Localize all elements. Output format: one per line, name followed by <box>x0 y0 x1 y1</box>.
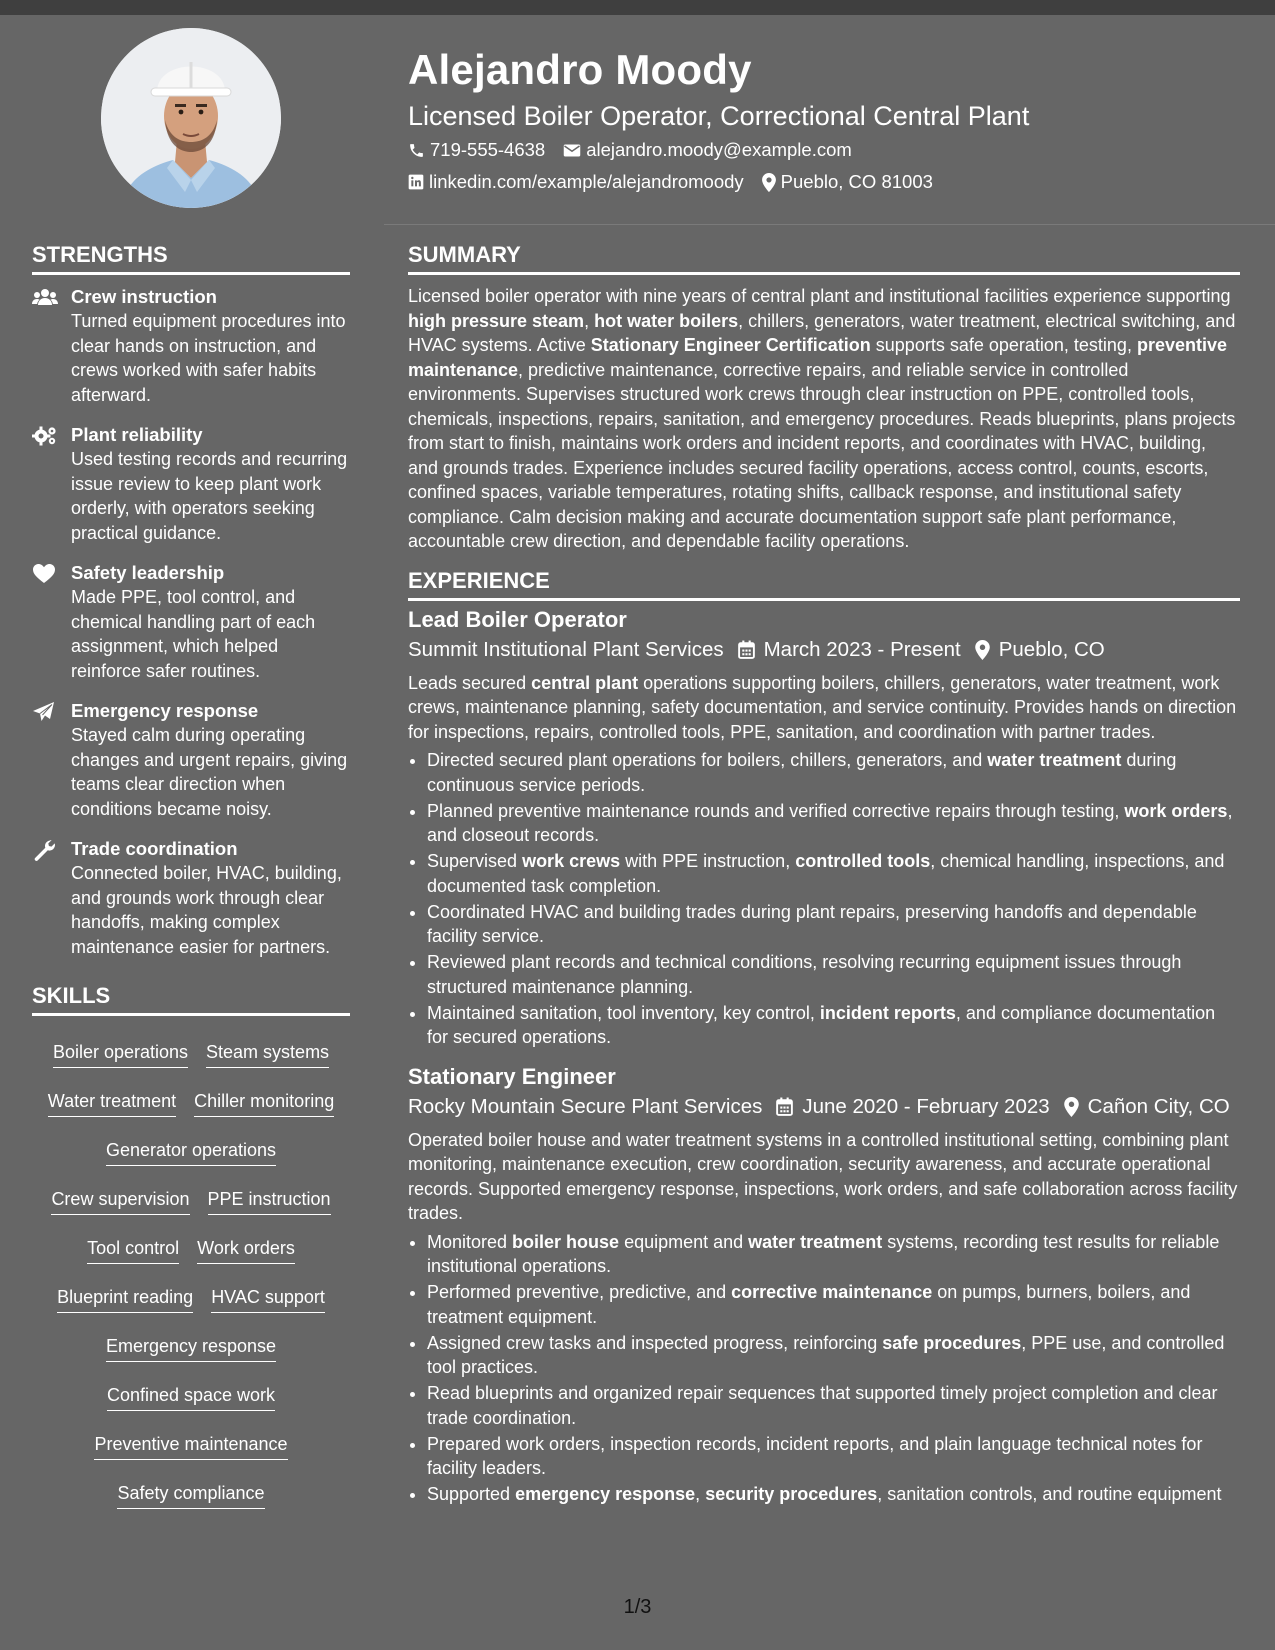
strength-title: Plant reliability <box>71 424 203 445</box>
experience-list <box>408 605 1240 1507</box>
text-run: Leads secured <box>408 672 532 693</box>
text-run: on pumps, burners, boilers, and treatment equipment. <box>427 1282 1191 1327</box>
job-location <box>1064 1092 1230 1122</box>
strength-item <box>32 699 350 821</box>
text-run: Supported <box>427 1484 516 1504</box>
job-location-text: Pueblo, CO <box>998 637 1105 661</box>
email-text: alejandro.moody@example.com <box>586 139 852 160</box>
job-company: Rocky Mountain Secure Plant Services <box>408 1094 763 1118</box>
job-bullets <box>408 1230 1240 1507</box>
text-run: Prepared work orders, inspection records, incident reports, and plain language technical notes for facility leaders. <box>427 1433 1203 1478</box>
header-divider <box>384 224 1275 225</box>
linkedin-contact[interactable] <box>408 166 744 198</box>
gears-icon <box>32 425 58 447</box>
bold-text: work orders <box>1124 800 1228 821</box>
strength-desc: Stayed calm during operating changes and urgent repairs, giving teams clear direction when conditions became noisy. <box>71 725 348 819</box>
bold-text: preventive maintenance <box>408 335 1227 380</box>
bold-text: safe procedures <box>882 1332 1022 1353</box>
calendar-icon <box>738 640 755 659</box>
text-run: with PPE instruction, <box>620 851 796 871</box>
job-entry <box>408 605 1240 1050</box>
bold-text: central plant <box>531 672 639 693</box>
map-pin-icon <box>1064 1097 1079 1117</box>
skill-tag: Steam systems <box>206 1040 329 1068</box>
calendar-icon <box>776 1097 793 1116</box>
strength-item <box>32 837 350 959</box>
bold-text: water treatment <box>748 1231 883 1252</box>
skill-tag: Work orders <box>197 1236 295 1264</box>
linkedin-text: linkedin.com/example/alejandromoody <box>429 171 744 192</box>
bold-text: Stationary Engineer Certification <box>590 335 871 355</box>
paper-plane-icon <box>32 701 58 723</box>
job-bullets <box>408 748 1240 1050</box>
job-bullet <box>427 1280 1240 1329</box>
job-entry <box>408 1062 1240 1507</box>
skill-tag: Boiler operations <box>53 1040 188 1068</box>
skill-tag: HVAC support <box>211 1285 325 1313</box>
bold-text: controlled tools <box>795 851 931 871</box>
skill-tag: Preventive maintenance <box>94 1432 287 1460</box>
contact-row-1 <box>408 134 1238 166</box>
skill-tag: PPE instruction <box>208 1187 331 1215</box>
heart-icon <box>32 563 58 585</box>
phone-contact[interactable] <box>408 134 545 166</box>
text-run: systems, recording test results for reliable institutional operations. <box>427 1231 1220 1276</box>
job-dates-text: March 2023 - Present <box>763 637 961 661</box>
text-run: , and closeout records. <box>427 800 1233 845</box>
text-run: Assigned crew tasks and inspected progress, reinforcing <box>427 1332 883 1353</box>
sidebar <box>32 240 350 1520</box>
wrench-icon <box>32 839 58 861</box>
job-bullet <box>427 1381 1240 1430</box>
strength-item <box>32 423 350 545</box>
map-pin-icon <box>975 640 990 660</box>
job-location <box>975 635 1105 665</box>
bold-text: boiler house <box>512 1231 620 1252</box>
location-contact <box>762 166 933 198</box>
text-run: , sanitation controls, and routine equipment <box>877 1484 1222 1504</box>
bold-text: water treatment <box>987 750 1122 770</box>
job-bullet <box>427 900 1240 949</box>
text-run: equipment and <box>619 1231 749 1252</box>
job-location-text: Cañon City, CO <box>1087 1094 1230 1118</box>
text-run: supports safe operation, testing, <box>870 335 1137 355</box>
text-run: Read blueprints and organized repair sequences that supported timely project completion and clear trade coordination. <box>427 1383 1218 1428</box>
strength-desc: Turned equipment procedures into clear hands on instruction, and crews worked with safer habits afterward. <box>71 311 346 405</box>
candidate-title: Licensed Boiler Operator, Correctional Central Plant <box>408 101 1030 131</box>
strength-item <box>32 561 350 683</box>
text-run: Monitored <box>427 1231 513 1252</box>
text-run: , and compliance documentation for secured operations. <box>427 1002 1216 1047</box>
map-pin-icon <box>762 173 776 192</box>
text-run: Reviewed plant records and technical conditions, resolving recurring equipment issues through structured maintenance planning. <box>427 952 1182 997</box>
strength-title: Emergency response <box>71 700 259 721</box>
text-run: Supervised <box>427 851 523 871</box>
contact-row-2 <box>408 166 1238 198</box>
job-role: Lead Boiler Operator <box>408 606 627 632</box>
skill-tag: Confined space work <box>107 1383 275 1411</box>
text-run: operations supporting boilers, chillers, generators, water treatment, work crews, maintenance planning, safety documentation, and service continuity. Provides hands on direction for inspections, repairs, controlled tools, PPE, sanitation, and coordination with partner trades. <box>408 672 1237 742</box>
candidate-name: Alejandro Moody <box>408 46 752 93</box>
job-company: Summit Institutional Plant Services <box>408 637 724 661</box>
experience-heading: EXPERIENCE <box>408 566 1240 601</box>
text-run: Operated boiler house and water treatment systems in a controlled institutional setting, combining plant monitoring, maintenance execution, crew coordination, security awareness, and accurate operational records. Supported emergency response, inspections, work orders, and safe collaboration across facility trades. <box>408 1129 1238 1223</box>
text-run: Licensed boiler operator with nine years of central plant and institutional facilities experience supporting <box>408 286 1231 306</box>
phone-text: 719-555-4638 <box>430 139 546 160</box>
email-contact[interactable] <box>563 134 852 166</box>
bold-text: hot water boilers <box>594 310 739 331</box>
text-run: , chillers, generators, water treatment, electrical switching, and HVAC systems. Active <box>408 310 1236 355</box>
skills-heading: SKILLS <box>32 981 350 1016</box>
text-run: Performed preventive, predictive, and <box>427 1282 732 1302</box>
job-bullet <box>427 1001 1240 1050</box>
job-description <box>408 1128 1240 1226</box>
job-role: Stationary Engineer <box>408 1063 616 1089</box>
phone-icon <box>408 142 425 159</box>
text-run: Planned preventive maintenance rounds and verified corrective repairs through testing, <box>427 800 1125 821</box>
job-description <box>408 671 1240 745</box>
profile-photo <box>101 28 281 208</box>
job-dates-text: June 2020 - February 2023 <box>802 1094 1050 1118</box>
resume-header <box>408 42 1238 198</box>
job-bullet <box>427 849 1240 898</box>
skill-tag: Tool control <box>87 1236 179 1264</box>
bold-text: incident reports <box>819 1002 956 1023</box>
skill-tag: Water treatment <box>48 1089 176 1117</box>
text-run: , chemical handling, inspections, and documented task completion. <box>427 851 1225 896</box>
text-run: Maintained sanitation, tool inventory, key control, <box>427 1002 820 1023</box>
bold-text: emergency response <box>515 1484 696 1504</box>
envelope-icon <box>563 143 581 158</box>
main-column <box>408 240 1240 1508</box>
summary-text <box>408 284 1240 554</box>
linkedin-icon <box>408 174 424 190</box>
text-run: Directed secured plant operations for boilers, chillers, generators, and <box>427 750 988 770</box>
job-bullet <box>427 1331 1240 1380</box>
text-run: during continuous service periods. <box>427 750 1177 795</box>
text-run: , PPE use, and controlled tool practices. <box>427 1332 1225 1377</box>
users-icon <box>32 287 58 309</box>
strength-title: Crew instruction <box>71 286 217 307</box>
text-run: , predictive maintenance, corrective repairs, and reliable service in controlled environments. Supervises structured work crews through clear instruction on PPE, controlled tools, chemicals, inspections, repairs, sanitation, and emergency procedures. Reads blueprints, plans projects from start to finish, maintains work orders and incident reports, and coordinates with HVAC, building, and grounds trades. Experience includes secured facility operations, access control, counts, escorts, confined spaces, variable temperatures, rotating shifts, callback response, and institutional safety compliance. Calm decision making and accurate documentation support safe plant performance, accountable crew direction, and dependable facility operations. <box>408 359 1236 551</box>
job-bullet <box>427 950 1240 999</box>
text-run: Coordinated HVAC and building trades during plant repairs, preserving handoffs and dependable facility service. <box>427 901 1197 946</box>
job-bullet <box>427 1432 1240 1481</box>
skill-tag: Crew supervision <box>51 1187 189 1215</box>
text-run: , <box>695 1484 706 1504</box>
summary-heading: SUMMARY <box>408 240 1240 275</box>
strength-item <box>32 285 350 407</box>
job-bullet <box>427 799 1240 848</box>
skill-tag: Blueprint reading <box>57 1285 193 1313</box>
location-text: Pueblo, CO 81003 <box>780 171 933 192</box>
bold-text: security procedures <box>705 1484 878 1504</box>
skills-list <box>32 1030 350 1520</box>
skill-tag: Generator operations <box>106 1138 276 1166</box>
bold-text: high pressure steam <box>408 310 585 331</box>
strength-desc: Connected boiler, HVAC, building, and grounds work through clear handoffs, making complex maintenance easier for partners. <box>71 863 342 957</box>
job-bullet <box>427 748 1240 797</box>
job-bullet <box>427 1230 1240 1279</box>
strength-desc: Made PPE, tool control, and chemical handling part of each assignment, which helped reinforce safer routines. <box>71 587 316 681</box>
strength-desc: Used testing records and recurring issue review to keep plant work orderly, with operators seeking practical guidance. <box>71 449 348 543</box>
strength-title: Trade coordination <box>71 838 238 859</box>
job-bullet <box>427 1482 1240 1507</box>
skill-tag: Emergency response <box>106 1334 276 1362</box>
skill-tag: Chiller monitoring <box>194 1089 334 1117</box>
page-number: 1/3 <box>623 1596 652 1618</box>
strength-title: Safety leadership <box>71 562 225 583</box>
job-dates <box>738 635 961 665</box>
job-dates <box>776 1092 1049 1122</box>
skill-tag: Safety compliance <box>117 1481 264 1509</box>
page-top-bar <box>0 0 1275 15</box>
job-meta <box>408 635 1240 665</box>
strengths-heading: STRENGTHS <box>32 240 350 275</box>
text-run: , <box>584 310 595 331</box>
bold-text: work crews <box>522 851 621 871</box>
job-meta <box>408 1092 1240 1122</box>
bold-text: corrective maintenance <box>731 1282 933 1302</box>
